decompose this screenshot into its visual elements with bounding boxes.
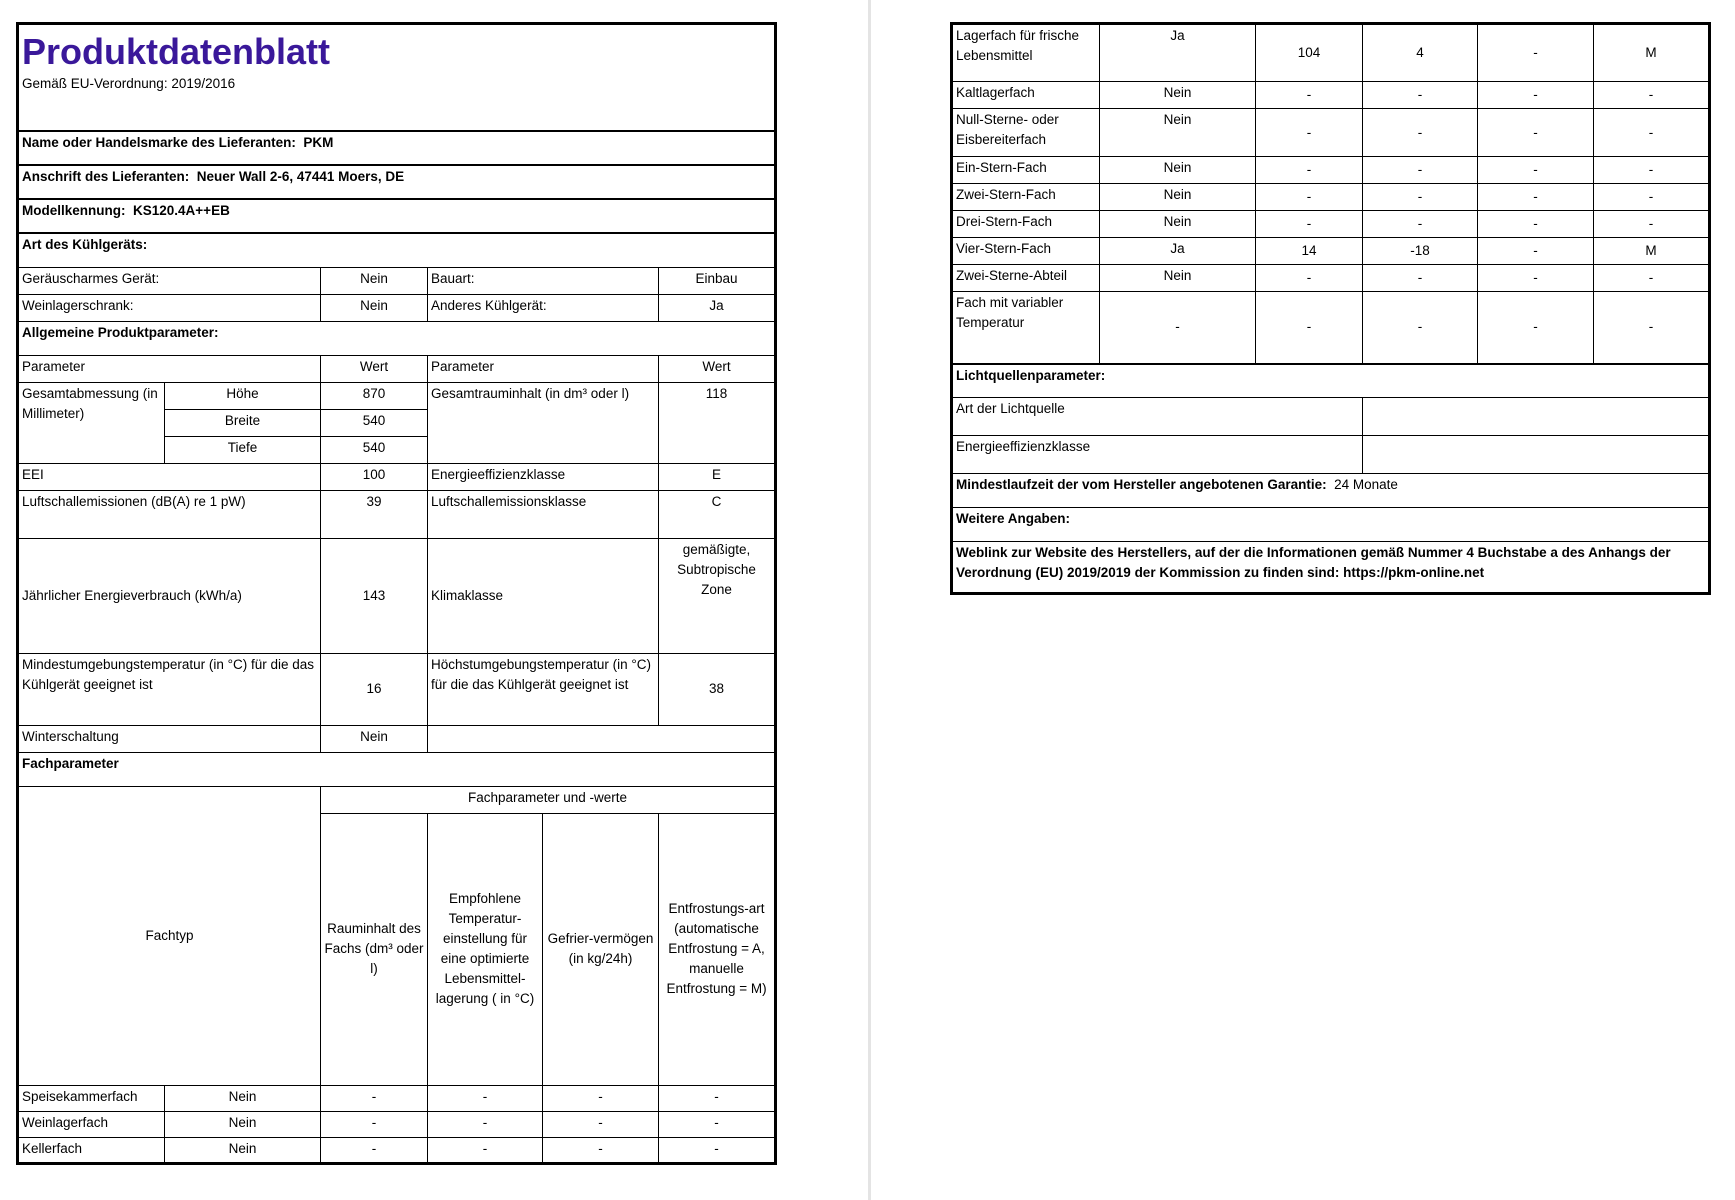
compartment-row	[952, 265, 1710, 292]
compartment-defrost: M	[1594, 24, 1710, 82]
compartment-temp: -	[428, 1111, 543, 1137]
compartment-row	[952, 184, 1710, 211]
compartment-defrost: -	[1594, 82, 1710, 109]
compartment-present: Nein	[165, 1137, 321, 1163]
compartment-present: Ja	[1100, 24, 1256, 82]
compartment-freeze: -	[1478, 157, 1594, 184]
product-sheet-table-left	[16, 22, 777, 1165]
type-row-label2: Anderes Kühlgerät:	[428, 294, 659, 321]
winter-label: Winterschaltung	[18, 725, 321, 752]
compartment-temp: -18	[1363, 238, 1478, 265]
max-temp-label: Höchstumgebungstemperatur (in °C) für die das Kühlgerät geeignet ist	[428, 653, 659, 725]
compartment-temp: -	[1363, 265, 1478, 292]
compartment-defrost: -	[1594, 292, 1710, 364]
compartment-present: Nein	[1100, 157, 1256, 184]
compartment-name: Ein-Stern-Fach	[952, 157, 1100, 184]
compartment-temp: -	[1363, 184, 1478, 211]
energy-class-value: E	[659, 463, 776, 490]
compartment-volume: -	[1256, 292, 1363, 364]
col-header-temperature: Empfohlene Temperatur-einstellung für eine optimierte Lebensmittel-lagerung ( in °C)	[428, 813, 543, 1085]
compartment-volume: -	[321, 1137, 428, 1163]
eei-value: 100	[321, 463, 428, 490]
compartment-row	[18, 1111, 776, 1137]
address-value: Neuer Wall 2-6, 47441 Moers, DE	[196, 169, 405, 184]
dimensions-label: Gesamtabmessung (in Millimeter)	[18, 382, 165, 463]
light-source-type-label: Art der Lichtquelle	[952, 398, 1363, 436]
energy-class-label: Energieeffizienzklasse	[428, 463, 659, 490]
compartment-name: Kellerfach	[18, 1137, 165, 1163]
col-header-defrost: Entfrostungs-art (automatische Entfrostung = A, manuelle Entfrostung = M)	[659, 813, 776, 1085]
compartment-row	[952, 82, 1710, 109]
compartment-volume: -	[1256, 184, 1363, 211]
type-row-label: Geräuscharmes Gerät:	[18, 267, 321, 294]
compartment-defrost: -	[659, 1137, 776, 1163]
compartment-present: Nein	[1100, 109, 1256, 157]
compartment-defrost: -	[659, 1085, 776, 1111]
col-header-value: Wert	[321, 355, 428, 382]
compartment-name: Zwei-Sterne-Abteil	[952, 265, 1100, 292]
compartment-freeze: -	[543, 1111, 659, 1137]
compartment-freeze: -	[1478, 109, 1594, 157]
compartment-freeze: -	[1478, 238, 1594, 265]
noise-label: Luftschallemissionen (dB(A) re 1 pW)	[18, 490, 321, 538]
type-row-label: Weinlagerschrank:	[18, 294, 321, 321]
address-label: Anschrift des Lieferanten:	[22, 169, 190, 184]
compartment-row	[952, 24, 1710, 82]
min-temp-label: Mindestumgebungstemperatur (in °C) für die das Kühlgerät geeignet ist	[18, 653, 321, 725]
compartment-freeze: -	[1478, 82, 1594, 109]
compartment-name: Speisekammerfach	[18, 1085, 165, 1111]
compartment-name: Lagerfach für frische Lebensmittel	[952, 24, 1100, 82]
light-source-class-label: Energieeffizienzklasse	[952, 436, 1363, 474]
compartment-freeze: -	[1478, 184, 1594, 211]
compartment-row	[952, 238, 1710, 265]
compartment-temp: -	[1363, 82, 1478, 109]
address-row	[18, 165, 776, 199]
compartment-volume: -	[321, 1111, 428, 1137]
compartments-heading: Fachparameter	[18, 752, 776, 786]
compartment-row	[18, 1137, 776, 1163]
climate-class-label: Klimaklasse	[428, 538, 659, 653]
col-header-compartment-type: Fachtyp	[18, 786, 321, 1085]
manufacturer-weblink: Weblink zur Website des Herstellers, auf der die Informationen gemäß Nummer 4 Buchstabe a des Anhangs der Verordnung (EU) 2019/2019 der Kommission zu finden sind: https://pkm-online.net	[952, 542, 1710, 594]
dim-depth-value: 540	[321, 436, 428, 463]
compartment-defrost: -	[1594, 109, 1710, 157]
compartment-name: Kaltlagerfach	[952, 82, 1100, 109]
compartment-temp: -	[1363, 211, 1478, 238]
compartment-row	[952, 292, 1710, 364]
dim-height-label: Höhe	[165, 382, 321, 409]
compartment-present: Nein	[165, 1085, 321, 1111]
compartment-freeze: -	[1478, 265, 1594, 292]
dim-depth-label: Tiefe	[165, 436, 321, 463]
compartment-group-header: Fachparameter und -werte	[321, 786, 776, 813]
col-header-volume: Rauminhalt des Fachs (dm³ oder l)	[321, 813, 428, 1085]
light-source-class-value	[1363, 436, 1710, 474]
energy-consumption-value: 143	[321, 538, 428, 653]
col-header-param: Parameter	[428, 355, 659, 382]
compartment-present: Nein	[1100, 265, 1256, 292]
compartment-name: Zwei-Stern-Fach	[952, 184, 1100, 211]
compartment-volume: -	[321, 1085, 428, 1111]
volume-label: Gesamtrauminhalt (in dm³ oder l)	[428, 382, 659, 463]
type-row-value: Nein	[321, 267, 428, 294]
noise-class-label: Luftschallemissionsklasse	[428, 490, 659, 538]
product-sheet-table-right	[950, 22, 1711, 595]
regulation-note: Gemäß EU-Verordnung: 2019/2016	[22, 76, 236, 91]
warranty-row	[952, 474, 1710, 508]
compartment-volume: -	[1256, 265, 1363, 292]
compartment-present: -	[1100, 292, 1256, 364]
model-value: KS120.4A++EB	[133, 203, 230, 218]
col-header-freezing: Gefrier-vermögen (in kg/24h)	[543, 813, 659, 1085]
compartment-temp: -	[428, 1137, 543, 1163]
compartment-row	[952, 157, 1710, 184]
compartment-present: Nein	[1100, 82, 1256, 109]
winter-value: Nein	[321, 725, 428, 752]
compartment-defrost: M	[1594, 238, 1710, 265]
noise-value: 39	[321, 490, 428, 538]
col-header-param: Parameter	[18, 355, 321, 382]
compartment-name: Vier-Stern-Fach	[952, 238, 1100, 265]
compartment-temp: -	[1363, 292, 1478, 364]
model-label: Modellkennung:	[22, 203, 126, 218]
dim-width-value: 540	[321, 409, 428, 436]
compartment-defrost: -	[1594, 211, 1710, 238]
model-row	[18, 199, 776, 233]
light-source-heading: Lichtquellenparameter:	[952, 364, 1710, 398]
compartment-volume: -	[1256, 109, 1363, 157]
compartment-volume: 104	[1256, 24, 1363, 82]
type-row-value2: Ja	[659, 294, 776, 321]
energy-consumption-label: Jährlicher Energieverbrauch (kWh/a)	[18, 538, 321, 653]
compartment-volume: 14	[1256, 238, 1363, 265]
compartment-present: Nein	[165, 1111, 321, 1137]
compartment-freeze: -	[543, 1085, 659, 1111]
compartment-freeze: -	[1478, 211, 1594, 238]
compartment-temp: -	[1363, 157, 1478, 184]
volume-value: 118	[659, 382, 776, 463]
page-separator	[868, 0, 871, 1200]
compartment-row	[952, 109, 1710, 157]
warranty-label: Mindestlaufzeit der vom Hersteller angebotenen Garantie:	[956, 477, 1327, 492]
compartment-present: Nein	[1100, 211, 1256, 238]
col-header-value: Wert	[659, 355, 776, 382]
compartment-row	[952, 211, 1710, 238]
compartment-freeze: -	[1478, 292, 1594, 364]
sheet-header	[18, 24, 776, 132]
compartment-present: Nein	[1100, 184, 1256, 211]
type-row-value2: Einbau	[659, 267, 776, 294]
appliance-type-heading: Art des Kühlgeräts:	[18, 233, 776, 267]
dim-height-value: 870	[321, 382, 428, 409]
warranty-value: 24 Monate	[1334, 477, 1398, 492]
supplier-row	[18, 131, 776, 165]
compartment-name: Drei-Stern-Fach	[952, 211, 1100, 238]
min-temp-value: 16	[321, 653, 428, 725]
compartment-volume: -	[1256, 157, 1363, 184]
compartment-temp: -	[428, 1085, 543, 1111]
eei-label: EEI	[18, 463, 321, 490]
compartment-row	[18, 1085, 776, 1111]
compartment-volume: -	[1256, 211, 1363, 238]
noise-class-value: C	[659, 490, 776, 538]
sheet-title: Produktdatenblatt	[22, 31, 331, 72]
type-row-label2: Bauart:	[428, 267, 659, 294]
max-temp-value: 38	[659, 653, 776, 725]
compartment-name: Null-Sterne- oder Eisbereiterfach	[952, 109, 1100, 157]
light-source-type-value	[1363, 398, 1710, 436]
compartment-freeze: -	[1478, 24, 1594, 82]
compartment-name: Fach mit variabler Temperatur	[952, 292, 1100, 364]
empty-cell	[428, 725, 776, 752]
type-row-value: Nein	[321, 294, 428, 321]
supplier-value: PKM	[303, 135, 334, 150]
dim-width-label: Breite	[165, 409, 321, 436]
compartment-defrost: -	[1594, 157, 1710, 184]
compartment-defrost: -	[659, 1111, 776, 1137]
compartment-temp: 4	[1363, 24, 1478, 82]
compartment-volume: -	[1256, 82, 1363, 109]
compartment-name: Weinlagerfach	[18, 1111, 165, 1137]
supplier-label: Name oder Handelsmarke des Lieferanten:	[22, 135, 296, 150]
climate-class-value: gemäßigte, Subtropische Zone	[659, 538, 776, 653]
compartment-present: Ja	[1100, 238, 1256, 265]
compartment-defrost: -	[1594, 265, 1710, 292]
compartment-freeze: -	[543, 1137, 659, 1163]
compartment-temp: -	[1363, 109, 1478, 157]
compartment-defrost: -	[1594, 184, 1710, 211]
general-params-heading: Allgemeine Produktparameter:	[18, 321, 776, 355]
further-info-heading: Weitere Angaben:	[952, 508, 1710, 542]
